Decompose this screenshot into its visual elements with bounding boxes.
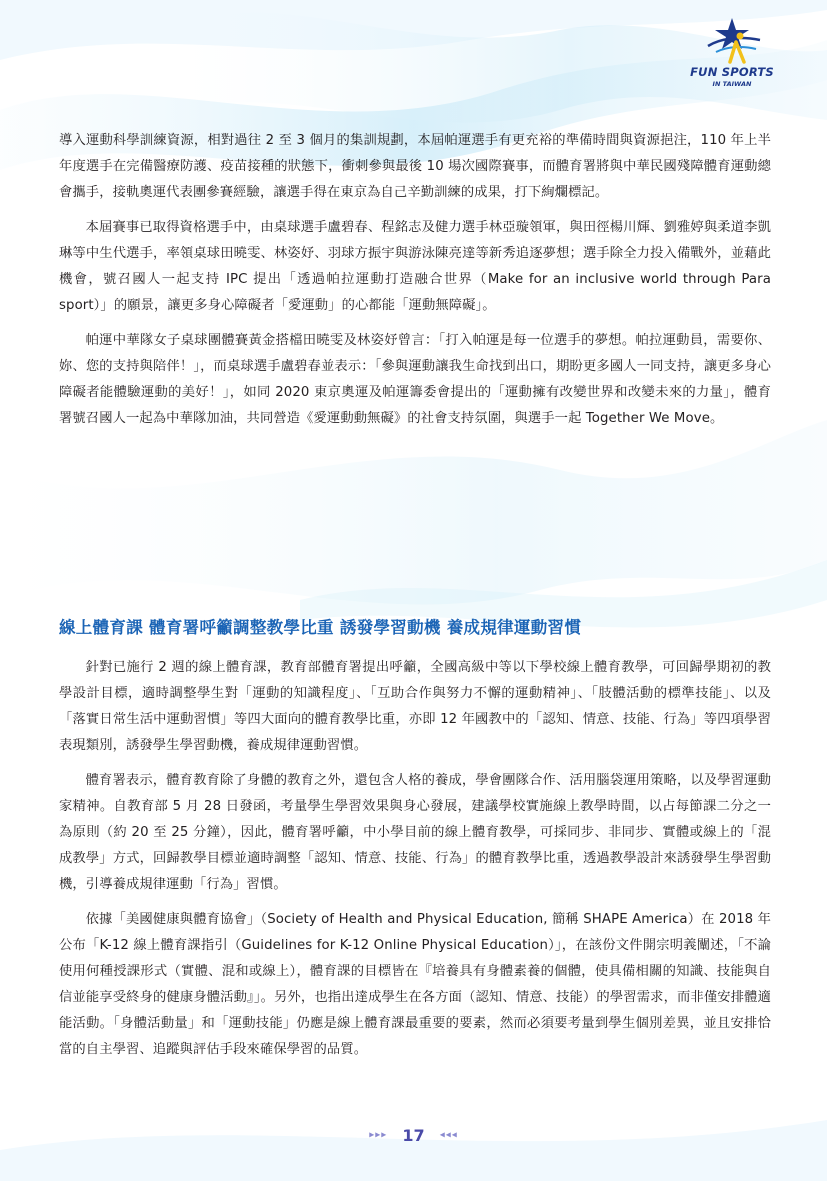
logo-subtitle: IN TAIWAN — [712, 80, 752, 88]
paragraph: 帕運中華隊女子桌球團體賽黃金搭檔田曉雯及林姿妤曾言：「打入帕運是每一位選手的夢想。帕拉運動員，需要你、妳、您的支持與陪伴！」，而桌球選手盧碧春並表示：「參與運動讓我生命找到出口，期盼更多國人一同支持，讓更多身心障礙者能體驗運動的美好！」，如同 2020 東京奧運及帕運籌委會提出的「運動擁有改變世界和改變未來的力量」，體育署號召國人一起為中華隊加油，共同營造《愛運動動無礙》的社會支持氛圍，與選手一起 Together We Move。 — [59, 333, 771, 426]
fun-sports-logo — [686, 16, 778, 96]
paragraph: 導入運動科學訓練資源，相對過往 2 至 3 個月的集訓規劃，本屆帕運選手有更充裕的準備時間與資源挹注，110 年上半年度選手在完備醫療防護、疫苗接種的狀態下，衝刺參與最後 10 場次國際賽事，而體育署將與中華民國殘障體育運動總會攜手，接軌奧運代表團參賽經驗，讓選手得在東京為自己辛勤訓練的成果，打下絢爛標記。 — [59, 133, 771, 200]
paragraph: 依據「美國健康與體育協會」（Society of Health and Physical Education, 簡稱 SHAPE America）在 2018 年公布「K-12 線上體育課指引（Guidelines for K-12 Online Physical Education）」，在該份文件開宗明義闡述，「不論使用何種授課形式（實體、混和或線上），體育課的目標皆在『培養具有身體素養的個體，使具備相關的知識、技能與自信並能享受終身的健康身體活動』」。另外，也指出達成學生在各方面（認知、情意、技能）的學習需求，而非僅安排體適能活動。「身體活動量」和「運動技能」仍應是線上體育課最重要的要素，然而必須要考量到學生個別差異，並且安排恰當的自主學習、追蹤與評估手段來確保學習的品質。 — [59, 912, 771, 1057]
paragraph: 本屆賽事已取得資格選手中，由桌球選手盧碧春、程銘志及健力選手林亞璇領軍，與田徑楊川輝、劉雅婷與柔道李凱琳等中生代選手，率領桌球田曉雯、林姿妤、羽球方振宇與游泳陳亮達等新秀追逐夢想；選手除全力投入備戰外，並藉此機會，號召國人一起支持 IPC 提出「透過帕拉運動打造融合世界（Make for an inclusive world through Para sport）」的願景，讓更多身心障礙者「愛運動」的心都能「運動無障礙」。 — [59, 220, 771, 313]
paragraph: 體育署表示，體育教育除了身體的教育之外，還包含人格的養成，學會團隊合作、活用腦袋運用策略，以及學習運動家精神。自教育部 5 月 28 日發函，考量學生學習效果與身心發展，建議學校實施線上教學時間，以占每節課二分之一為原則（約 20 至 25 分鐘），因此，體育署呼籲，中小學目前的線上體育教學，可採同步、非同步、實體或線上的「混成教學」方式，回歸教學目標並適時調整「認知、情意、技能、行為」的體育教學比重，透過教學設計來誘發學生學習動機，引導養成規律運動「行為」習慣。 — [59, 773, 771, 892]
runner-star-icon — [686, 16, 778, 66]
right-arrows-icon: ▸▸▸ — [369, 1129, 388, 1141]
paragraph: 針對已施行 2 週的線上體育課，教育部體育署提出呼籲，全國高級中等以下學校線上體育教學，可回歸學期初的教學設計目標，適時調整學生對「運動的知識程度」、「互助合作與努力不懈的運動精神」、「肢體活動的標準技能」、以及「落實日常生活中運動習慣」等四大面向的體育教學比重，亦即 12 年國教中的「認知、情意、技能、行為」等四項學習表現類別，誘發學生學習動機，養成規律運動習慣。 — [59, 660, 771, 753]
section-heading: 線上體育課 體育署呼籲調整教學比重 誘發學習動機 養成規律運動習慣 — [59, 618, 582, 637]
left-arrows-icon: ◂◂◂ — [439, 1129, 458, 1141]
article-section-para-games — [59, 128, 771, 441]
page-number: 17 — [402, 1125, 425, 1145]
article-section-online-pe — [59, 655, 771, 1072]
logo-title: FUN SPORTS — [690, 65, 774, 79]
page-footer — [0, 1122, 827, 1148]
